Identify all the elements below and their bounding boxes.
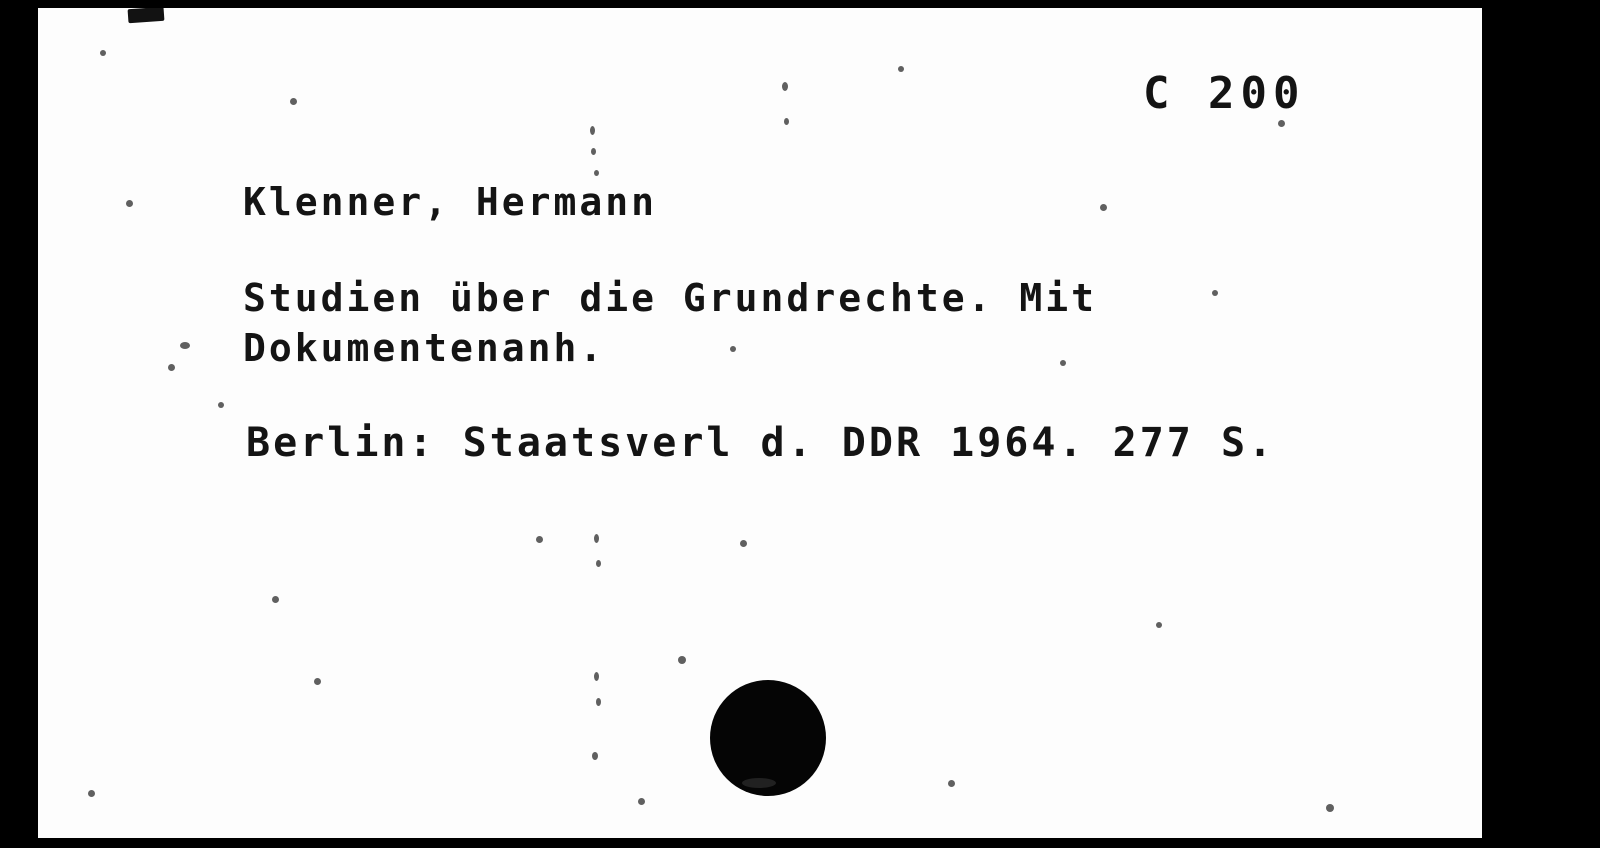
scan-speck [948, 780, 955, 787]
scan-speck [596, 560, 601, 567]
shelfmark-text: C 200 [1143, 68, 1306, 119]
title-text-line-2: Dokumentenanh. [243, 326, 606, 370]
scan-speck [591, 148, 596, 155]
scan-speck [678, 656, 686, 664]
card-edge-nick [128, 8, 165, 23]
scan-speck [88, 790, 95, 797]
author-text: Klenner, Hermann [243, 180, 658, 224]
scan-speck [594, 534, 599, 543]
scan-speck [638, 798, 645, 805]
scan-speck [742, 778, 776, 788]
scan-speck [784, 118, 789, 125]
scan-speck [596, 698, 601, 706]
imprint-text: Berlin: Staatsverl d. DDR 1964. 277 S. [246, 420, 1276, 466]
scan-speck [1156, 622, 1162, 628]
scan-speck [594, 170, 599, 176]
scan-speck [1100, 204, 1107, 211]
scan-speck [592, 752, 598, 760]
scan-speck [1278, 120, 1285, 127]
scan-speck [730, 346, 736, 352]
scan-speck [594, 672, 599, 681]
scan-speck [1060, 360, 1066, 366]
scan-speck [126, 200, 133, 207]
scan-speck [1326, 804, 1334, 812]
scan-speck [590, 126, 595, 135]
scan-speck [536, 536, 543, 543]
scan-speck [1212, 290, 1218, 296]
scan-speck [100, 50, 106, 56]
scan-speck [314, 678, 321, 685]
scan-speck [782, 82, 788, 91]
scan-speck [898, 66, 904, 72]
title-text-line-1: Studien über die Grundrechte. Mit [243, 276, 1097, 320]
scan-speck [290, 98, 297, 105]
card-surface [38, 8, 1482, 838]
scan-speck [740, 540, 747, 547]
scan-speck [218, 402, 224, 408]
scan-speck [180, 342, 190, 349]
scan-speck [168, 364, 175, 371]
scan-speck [272, 596, 279, 603]
